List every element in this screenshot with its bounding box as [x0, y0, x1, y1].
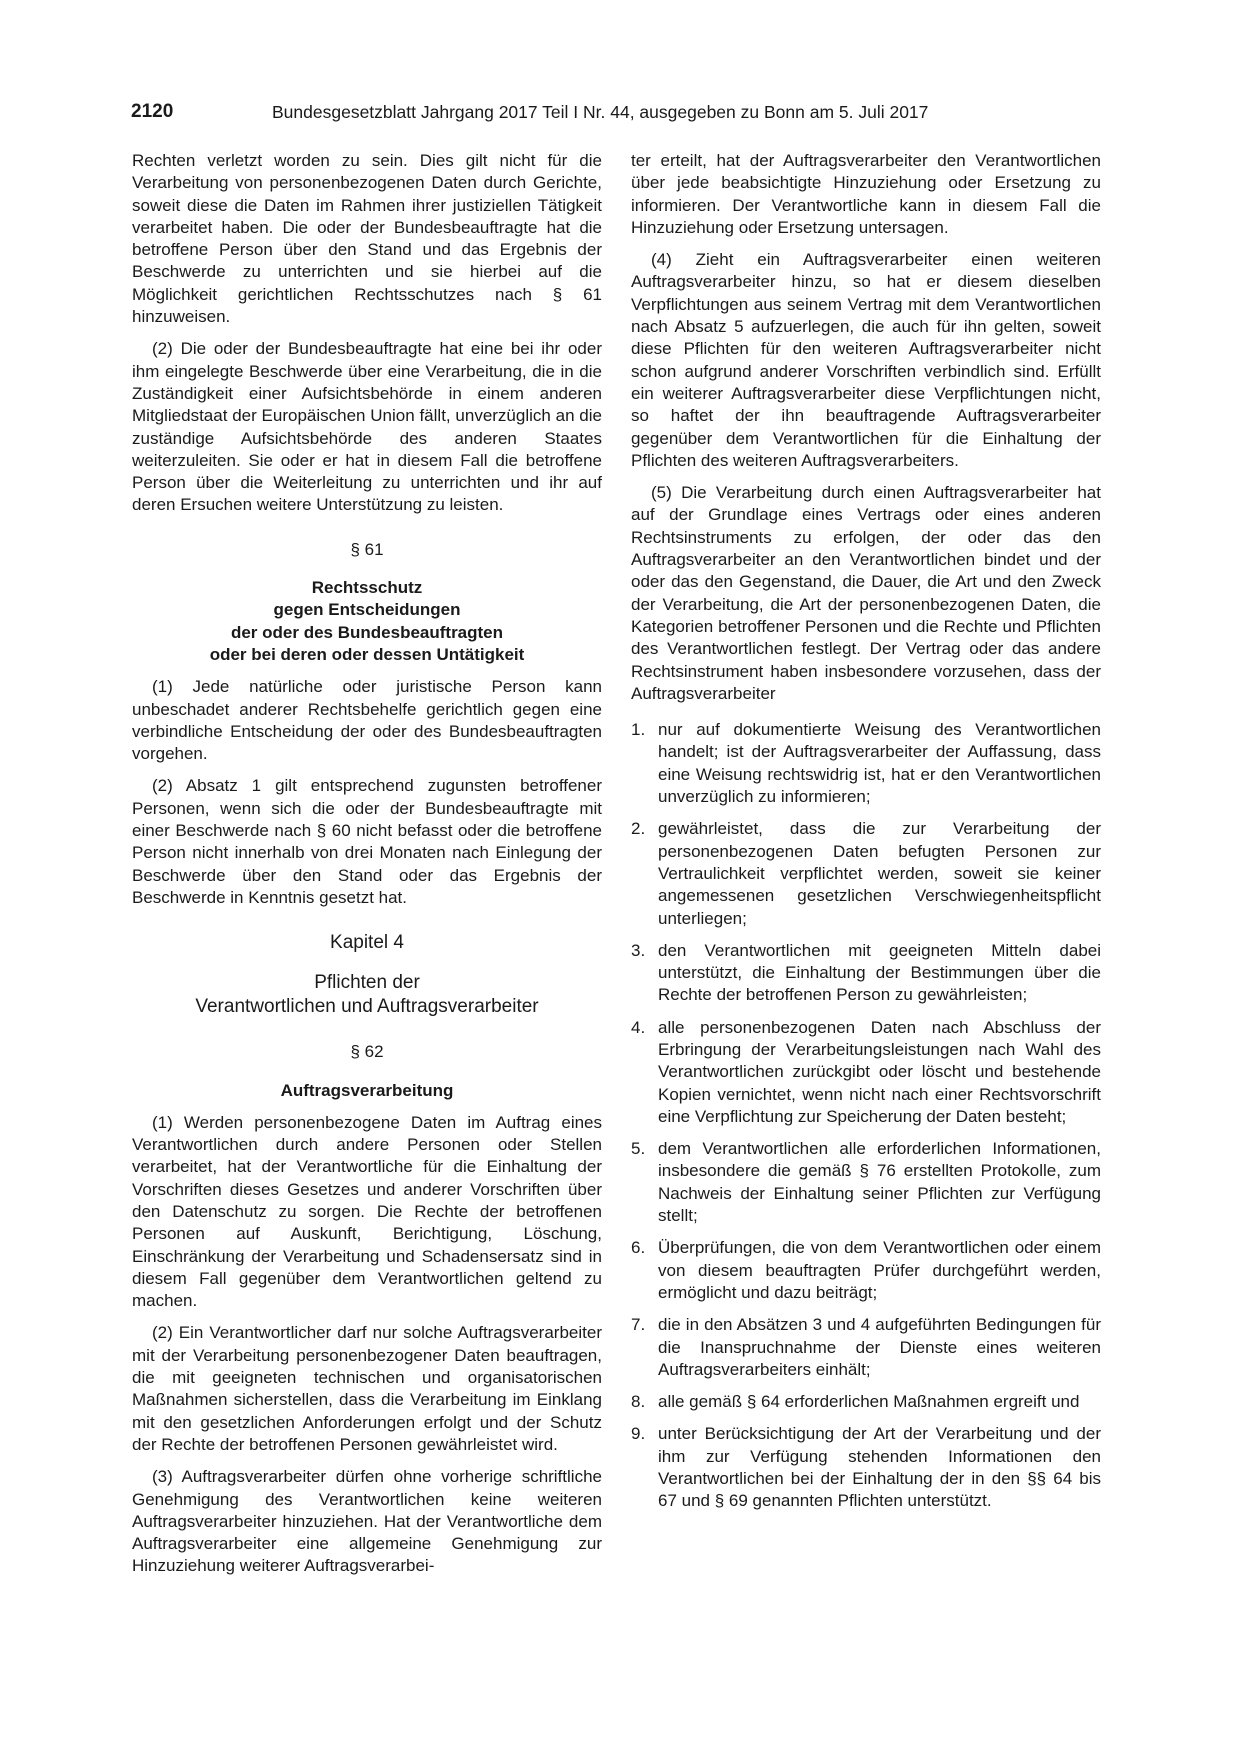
paragraph: (1) Jede natürliche oder juristische Person kann unbeschadet anderer Rechtsbehelfe gerichtlich gegen eine verbindliche Entscheidung der oder des Bundesbeauftragten vorgehen.	[132, 677, 602, 764]
section-title-line: gegen Entscheidungen	[273, 600, 461, 620]
paragraph: (2) Die oder der Bundesbeauftragte hat eine bei ihr oder ihm eingelegte Beschwerde über eine Verarbeitung, die in die Zuständigkeit einer Aufsichtsbehörde in einem anderen Mitgliedstaat der Europäischen Union fällt, unverzüglich an die zuständige Aufsichtsbehörde des anderen Staates weiterzuleiten. Sie oder er hat in diesem Fall die betroffene Person über die Weiterleitung zu unterrichten und ihr auf deren Ersuchen weitere Unterstützung zu leisten.	[132, 339, 602, 515]
list-item-text: unter Berücksichtigung der Art der Verarbeitung und der ihm zur Verfügung stehenden Informationen den Verantwortlichen bei der Einhaltung der in den §§ 64 bis 67 und § 69 genannten Pflichten unterstützt.	[658, 1424, 1101, 1511]
list-item-text: alle gemäß § 64 erforderlichen Maßnahmen ergreift und	[658, 1392, 1080, 1412]
list-item-number: 1.	[631, 720, 646, 740]
list-item	[631, 818, 1101, 929]
paragraph: Rechten verletzt worden zu sein. Dies gilt nicht für die Verarbeitung von personenbezogenen Daten durch Gerichte, soweit diese die Daten im Rahmen ihrer justiziellen Tätigkeit verarbeitet haben. Die oder der Bundesbeauftragte hat die betroffene Person über den Stand und das Ergebnis der Beschwerde zu unterrichten und sie hierbei auf die Möglichkeit gerichtlichen Rechtsschutzes nach § 61 hinzuweisen.	[132, 151, 602, 327]
chapter-title-line: Verantwortlichen und Auftragsverarbeiter	[195, 996, 539, 1018]
chapter-title	[132, 971, 602, 1019]
section-title: Auftragsverarbeitung	[280, 1080, 454, 1100]
section-number: § 62	[350, 1042, 384, 1062]
list-item	[631, 1314, 1101, 1381]
list-item	[631, 1138, 1101, 1227]
list-item-number: 2.	[631, 819, 646, 839]
paragraph: (4) Zieht ein Auftragsverarbeiter einen weiteren Auftragsverarbeiter hinzu, so hat er diesem dieselben Verpflichtungen aus seinem Vertrag mit dem Verantwortlichen nach Absatz 5 aufzuerlegen, die auch für ihn gelten, soweit diese Pflichten für den weiteren Auftragsverarbeiter nicht schon aufgrund anderer Vorschriften verbindlich sind. Erfüllt ein weiterer Auftragsverarbeiter diese Verpflichtungen nicht, so haftet der ihn beauftragende Auftragsverarbeiter gegenüber dem Verantwortlichen für die Einhaltung der Pflichten des weiteren Auftragsverarbeiters.	[631, 250, 1101, 470]
list-item	[631, 1423, 1101, 1512]
chapter-title-line: Pflichten der	[314, 972, 420, 994]
list-item-number: 6.	[631, 1238, 646, 1258]
list-item	[631, 1017, 1101, 1128]
list-item-text: den Verantwortlichen mit geeigneten Mitteln dabei unterstützt, die Einhaltung der Bestimmungen über die Rechte der betroffenen Person zu gewährleisten;	[658, 940, 1101, 1005]
list-item	[631, 1237, 1101, 1304]
paragraph: (5) Die Verarbeitung durch einen Auftragsverarbeiter hat auf der Grundlage eines Vertrags oder eines anderen Rechtsinstruments zu erfolgen, der oder das den Auftragsverarbeiter an den Verantwortlichen bindet und der oder das den Gegenstand, die Dauer, die Art und den Zweck der Verarbeitung, die Art der personenbezogenen Daten, die Kategorien betroffener Personen und die Rechte und Pflichten des Verantwortlichen festlegt. Der Vertrag oder das andere Rechtsinstrument haben insbesondere vorzusehen, dass der Auftragsverarbeiter	[631, 483, 1101, 703]
list-item-text: die in den Absätzen 3 und 4 aufgeführten Bedingungen für die Inanspruchnahme der Dienste eines weiteren Auftragsverarbeiters einhält;	[658, 1315, 1101, 1379]
list-item	[631, 940, 1101, 1007]
list-item-number: 5.	[631, 1139, 646, 1159]
section-title	[132, 577, 602, 666]
paragraph: (2) Ein Verantwortlicher darf nur solche Auftragsverarbeiter mit der Verarbeitung personenbezogener Daten beauftragen, die mit geeigneten technischen und organisatorischen Maßnahmen sicherstellen, dass die Verarbeitung im Einklang mit den gesetzlichen Anforderungen erfolgt und der Schutz der Rechte der betroffenen Personen gewährleistet wird.	[132, 1323, 602, 1454]
list-item	[631, 719, 1101, 808]
list-item-number: 3.	[631, 940, 646, 960]
list-item-text: gewährleistet, dass die zur Verarbeitung der personenbezogenen Daten befugten Personen zur Vertraulichkeit verpflichtet werden, soweit sie keiner angemessenen gesetzlichen Verschwiegenheitspflicht unterliegen;	[658, 819, 1101, 928]
chapter-number: Kapitel 4	[330, 932, 404, 954]
paragraph: ter erteilt, hat der Auftragsverarbeiter den Verantwortlichen über jede beabsichtigte Hinzuziehung oder Ersetzung zu informieren. Der Verantwortliche kann in diesem Fall die Hinzuziehung oder Ersetzung untersagen.	[631, 151, 1101, 237]
left-column	[132, 150, 602, 1588]
section-title-line: der oder des Bundesbeauftragten	[230, 622, 504, 642]
list-item-text: alle personenbezogenen Daten nach Abschluss der Erbringung der Verarbeitungsleistungen nach Wahl des Verantwortlichen zurückgibt oder löscht und bestehende Kopien vernichtet, wenn nicht nach einer Rechtsvorschrift eine Verpflichtung zur Speicherung der Daten besteht;	[658, 1017, 1101, 1126]
list-item-number: 9.	[631, 1424, 646, 1444]
section-number: § 61	[350, 539, 384, 559]
numbered-list	[631, 719, 1101, 1513]
section-title-line: oder bei deren oder dessen Untätigkeit	[209, 644, 525, 664]
list-item-number: 4.	[631, 1017, 646, 1037]
list-item-number: 7.	[631, 1315, 646, 1335]
list-item-text: dem Verantwortlichen alle erforderlichen Informationen, insbesondere die gemäß § 76 erstellten Protokolle, zum Nachweis der Einhaltung seiner Pflichten zur Verfügung stellt;	[658, 1139, 1101, 1226]
paragraph: (2) Absatz 1 gilt entsprechend zugunsten betroffener Personen, wenn sich die oder der Bundesbeauftragte mit einer Beschwerde nach § 60 nicht befasst oder die betroffene Person nicht innerhalb von drei Monaten nach Einlegung der Beschwerde über den Stand oder das Ergebnis der Beschwerde in Kenntnis gesetzt hat.	[132, 776, 602, 907]
section-title-line: Rechtsschutz	[311, 578, 423, 598]
list-item-number: 8.	[631, 1392, 646, 1412]
paragraph: (3) Auftragsverarbeiter dürfen ohne vorherige schriftliche Genehmigung des Verantwortlichen keine weiteren Auftragsverarbeiter hinzuziehen. Hat der Verantwortliche dem Auftragsverarbeiter eine allgemeine Genehmigung zur Hinzuziehung weiterer Auftragsverarbei-	[132, 1467, 602, 1576]
page-number: 2120	[131, 101, 174, 122]
paragraph: (1) Werden personenbezogene Daten im Auftrag eines Verantwortlichen durch andere Personen oder Stellen verarbeitet, hat der Verantwortliche für die Einhaltung der Vorschriften dieses Gesetzes und anderer Vorschriften über den Datenschutz zu sorgen. Die Rechte der betroffenen Personen auf Auskunft, Berichtigung, Löschung, Einschränkung der Verarbeitung und Schadensersatz sind in diesem Fall gegenüber dem Verantwortlichen geltend zu machen.	[132, 1112, 602, 1311]
running-header: Bundesgesetzblatt Jahrgang 2017 Teil I Nr. 44, ausgegeben zu Bonn am 5. Juli 2017	[272, 102, 929, 122]
right-column	[631, 150, 1101, 1523]
list-item-text: nur auf dokumentierte Weisung des Verantwortlichen handelt; ist der Auftragsverarbeiter der Auffassung, dass eine Weisung rechtswidrig ist, hat er den Verantwortlichen unverzüglich zu informieren;	[658, 720, 1101, 807]
list-item	[631, 1391, 1101, 1413]
list-item-text: Überprüfungen, die von dem Verantwortlichen oder einem von diesem beauftragten Prüfer durchgeführt werden, ermöglicht und dazu beiträgt;	[658, 1238, 1101, 1302]
